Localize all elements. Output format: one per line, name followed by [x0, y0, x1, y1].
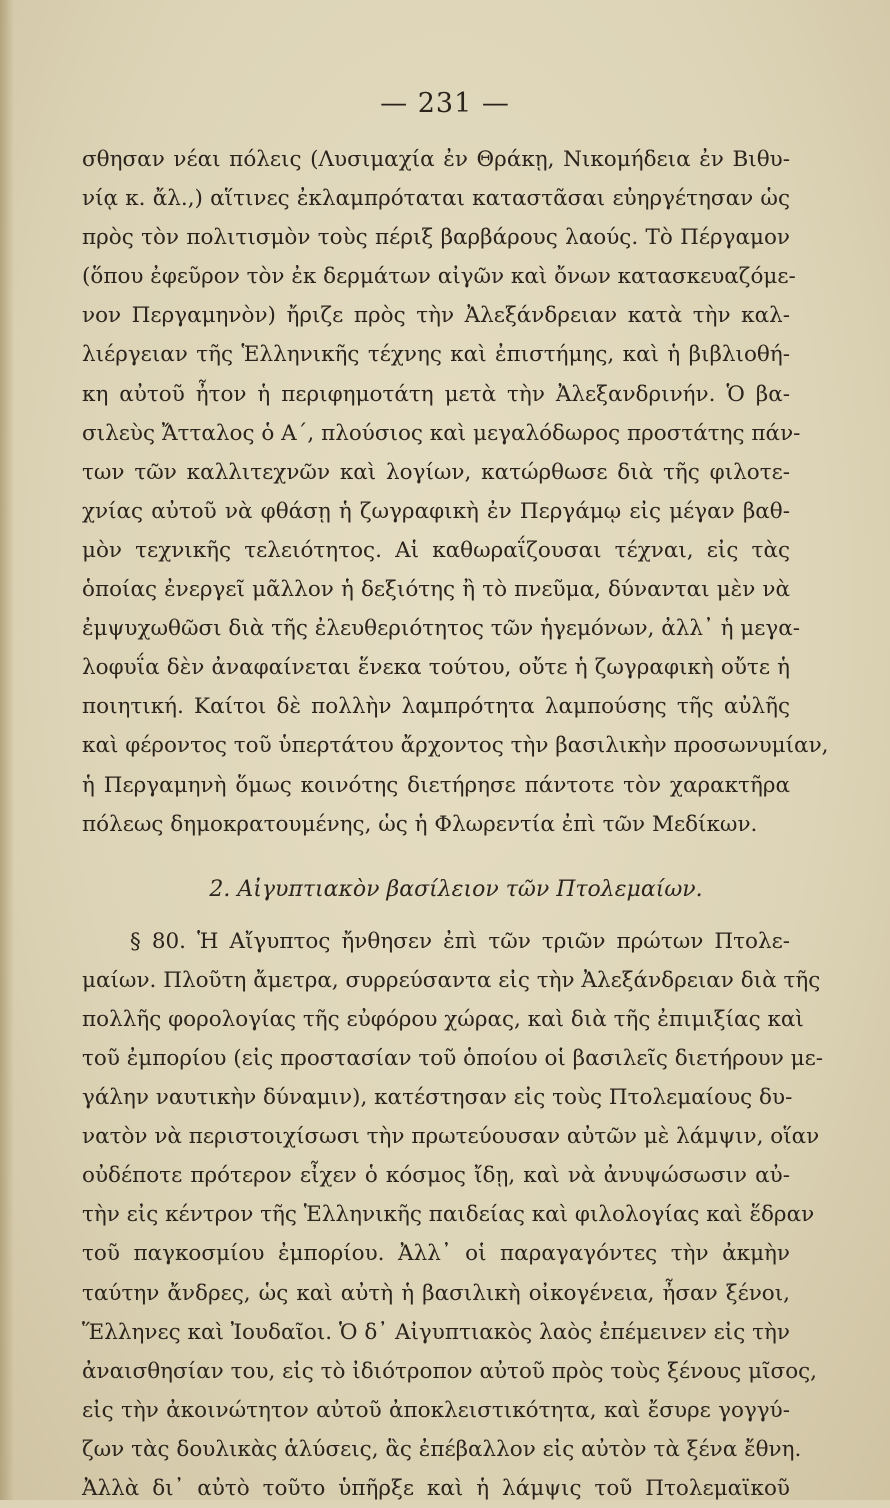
section-heading: 2. Αἰγυπτιακὸν βασίλειον τῶν Πτολεμαίων.	[209, 876, 703, 902]
text-line: § 80. Ἡ Αἴγυπτος ἤνθησεν ἐπὶ τῶν τριῶν πρώτων Πτολε-	[130, 928, 790, 954]
text-line: γάλην ναυτικὴν δύναμιν), κατέστησαν εἰς τοὺς Πτολεμαίους δυ-	[82, 1085, 793, 1111]
text-line: πόλεως δημοκρατουμένης, ὡς ἡ Φλωρεντία ἐπὶ τῶν Μεδίκων.	[82, 811, 758, 837]
text-line: νατὸν νὰ περιστοιχίσωσι τὴν πρωτεύουσαν αὐτῶν μὲ λάμψιν, οἵαν	[82, 1124, 820, 1150]
text-line: πρὸς τὸν πολιτισμὸν τοὺς πέριξ βαρβάρους λαούς. Τὸ Πέργαμον	[82, 225, 790, 251]
text-line: τὴν εἰς κέντρον τῆς Ἑλληνικῆς παιδείας καὶ φιλολογίας καὶ ἕδραν	[82, 1202, 815, 1228]
text-line: μὸν τεχνικῆς τελειότητος. Αἱ καθωραΐζουσαι τέχναι, εἰς τὰς	[82, 537, 790, 563]
text-line: οὐδέποτε πρότερον εἶχεν ὁ κόσμος ἴδῃ, καὶ νὰ ἀνυψώσωσιν αὐ-	[82, 1163, 790, 1189]
text-block	[82, 140, 829, 1508]
text-line: των τῶν καλλιτεχνῶν καὶ λογίων, κατώρθωσε διὰ τῆς φιλοτε-	[82, 459, 790, 485]
text-line: ὁποίας ἐνεργεῖ μᾶλλον ἡ δεξιότης ἢ τὸ πνεῦμα, δύνανται μὲν νὰ	[82, 577, 790, 603]
text-line: ἀναισθησίαν του, εἰς τὸ ἰδιότροπον αὐτοῦ πρὸς τοὺς ξένους μῖσος,	[82, 1358, 818, 1384]
text-line: τοῦ παγκοσμίου ἐμπορίου. Ἀλλ᾽ οἱ παραγαγόντες τὴν ἀκμὴν	[82, 1241, 790, 1267]
text-line: σιλεὺς Ἄτταλος ὁ Α΄, πλούσιος καὶ μεγαλόδωρος προστάτης πάν-	[82, 420, 801, 446]
text-line: καὶ φέροντος τοῦ ὑπερτάτου ἄρχοντος τὴν βασιλικὴν προσωνυμίαν,	[82, 733, 829, 759]
text-line: μαίων. Πλοῦτη ἄμετρα, συρρεύσαντα εἰς τὴν Ἀλεξάνδρειαν διὰ τῆς	[82, 967, 821, 993]
text-line: ταύτην ἄνδρες, ὡς καὶ αὐτὴ ἡ βασιλικὴ οἰκογένεια, ἦσαν ξένοι,	[82, 1280, 790, 1306]
text-line: σθησαν νέαι πόλεις (Λυσιμαχία ἐν Θράκῃ, Νικομήδεια ἐν Βιθυ-	[82, 147, 790, 172]
text-line: Ἀλλὰ δι᾽ αὐτὸ τοῦτο ὑπῆρξε καὶ ἡ λάμψις τοῦ Πτολεμαϊκοῦ	[82, 1476, 790, 1501]
text-line: πολλῆς φορολογίας τῆς εὐφόρου χώρας, καὶ διὰ τῆς ἐπιμιξίας καὶ	[82, 1006, 804, 1032]
text-line: τοῦ ἐμπορίου (εἰς προστασίαν τοῦ ὁποίου οἱ βασιλεῖς διετήρουν με-	[82, 1045, 824, 1071]
text-line: κη αὐτοῦ ἦτον ἡ περιφημοτάτη μετὰ τὴν Ἀλεξανδρινήν. Ὁ βα-	[82, 381, 790, 407]
page-number: — 231 —	[380, 88, 510, 119]
page-edge-shadow	[0, 0, 14, 1500]
text-line: (ὅπου ἐφεῦρον τὸν ἐκ δερμάτων αἰγῶν καὶ ὄνων κατασκευαζόμε-	[82, 264, 796, 290]
text-line: ἐμψυχωθῶσι διὰ τῆς ἐλευθεριότητος τῶν ἡγεμόνων, ἀλλ᾽ ἡ μεγα-	[82, 616, 801, 642]
text-line: λιέργειαν τῆς Ἑλληνικῆς τέχνης καὶ ἐπιστήμης, καὶ ἡ βιβλιοθή-	[82, 342, 790, 368]
paragraph-2	[82, 922, 824, 1508]
text-line: ἡ Περγαμηνὴ ὅμως κοινότης διετήρησε πάντοτε τὸν χαρακτῆρα	[82, 772, 790, 798]
text-line: Ἕλληνες καὶ Ἰουδαῖοι. Ὁ δ᾽ Αἰγυπτιακὸς λαὸς ἐπέμεινεν εἰς τὴν	[82, 1319, 790, 1345]
paragraph-1	[82, 140, 829, 844]
text-line: ποιητική. Καίτοι δὲ πολλὴν λαμπρότητα λαμπούσης τῆς αὐλῆς	[82, 694, 790, 720]
text-line: εἰς τὴν ἀκοινώτητον αὐτοῦ ἀποκλειστικότητα, καὶ ἔσυρε γογγύ-	[82, 1397, 790, 1423]
text-line: ζων τὰς δουλικὰς ἁλύσεις, ἃς ἐπέβαλλον εἰς αὐτὸν τὰ ξένα ἔθνη.	[82, 1436, 802, 1462]
text-line: νίᾳ κ. ἄλ.,) αἵτινες ἐκλαμπρόταται καταστᾶσαι εὐηργέτησαν ὡς	[82, 186, 790, 212]
text-line: νον Περγαμηνὸν) ἤριζε πρὸς τὴν Ἀλεξάνδρειαν κατὰ τὴν καλ-	[82, 303, 790, 329]
text-line: λοφυΐα δὲν ἀναφαίνεται ἕνεκα τούτου, οὔτε ἡ ζωγραφικὴ οὔτε ἡ	[82, 655, 790, 681]
text-line: χνίας αὐτοῦ νὰ φθάσῃ ἡ ζωγραφικὴ ἐν Περγάμῳ εἰς μέγαν βαθ-	[82, 498, 790, 524]
